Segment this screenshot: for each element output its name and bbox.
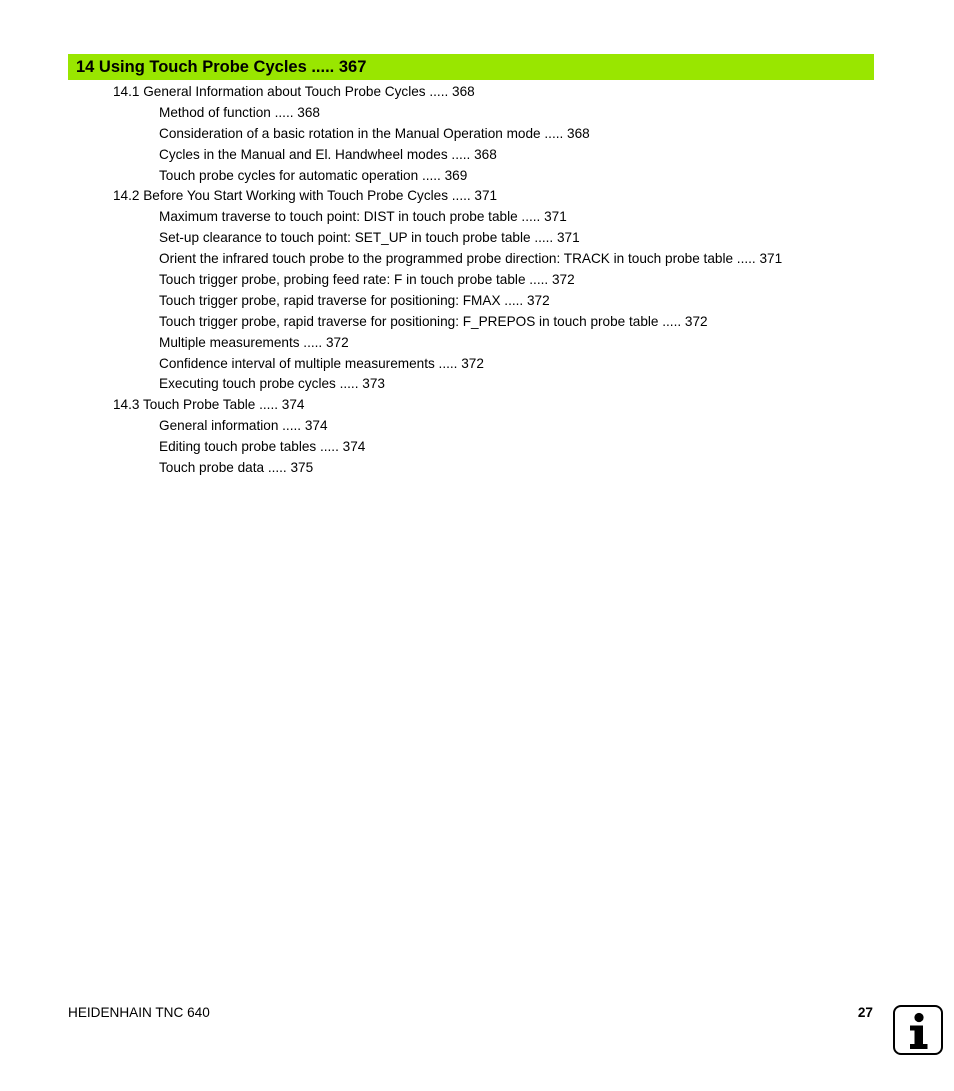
toc-entry-section[interactable]: 14.1 General Information about Touch Probe Cycles ..... 368: [113, 84, 475, 99]
toc-entry-subsection[interactable]: Confidence interval of multiple measurements ..... 372: [159, 355, 484, 371]
toc-entry-subsection[interactable]: Multiple measurements ..... 372: [159, 334, 349, 350]
table-of-contents: [0, 82, 954, 479]
toc-entry-subsection[interactable]: Executing touch probe cycles ..... 373: [159, 376, 385, 392]
toc-entry-subsection[interactable]: Set-up clearance to touch point: SET_UP in touch probe table ..... 371: [159, 230, 580, 246]
info-icon[interactable]: [893, 1005, 943, 1055]
toc-entry-subsection[interactable]: Touch trigger probe, rapid traverse for positioning: FMAX ..... 372: [159, 292, 550, 308]
footer-manual-title: HEIDENHAIN TNC 640: [68, 1005, 210, 1020]
page-number: 27: [857, 1005, 873, 1020]
toc-entry-subsection[interactable]: Touch probe data ..... 375: [159, 460, 314, 476]
chapter-heading[interactable]: 14 Using Touch Probe Cycles ..... 367: [68, 54, 874, 80]
toc-entry-subsection[interactable]: Method of function ..... 368: [159, 104, 320, 120]
info-glyph: [895, 1007, 941, 1053]
toc-entry-subsection[interactable]: Touch trigger probe, rapid traverse for positioning: F_PREPOS in touch probe table ..... 372: [159, 313, 708, 329]
toc-entry-subsection[interactable]: Touch trigger probe, probing feed rate: F in touch probe table ..... 372: [159, 272, 575, 288]
toc-entry-subsection[interactable]: Orient the infrared touch probe to the programmed probe direction: TRACK in touch probe table ..... 371: [159, 251, 783, 267]
toc-entry-subsection[interactable]: Maximum traverse to touch point: DIST in touch probe table ..... 371: [159, 209, 567, 225]
toc-entry-subsection[interactable]: Cycles in the Manual and El. Handwheel modes ..... 368: [159, 146, 497, 162]
toc-entry-subsection[interactable]: Touch probe cycles for automatic operation ..... 369: [159, 167, 468, 183]
toc-entry-subsection[interactable]: Consideration of a basic rotation in the Manual Operation mode ..... 368: [159, 125, 590, 141]
toc-entry-subsection[interactable]: Editing touch probe tables ..... 374: [159, 439, 366, 455]
toc-entry-section[interactable]: 14.2 Before You Start Working with Touch Probe Cycles ..... 371: [113, 188, 498, 204]
toc-entry-subsection[interactable]: General information ..... 374: [159, 418, 328, 434]
toc-entry-section[interactable]: 14.3 Touch Probe Table ..... 374: [113, 397, 305, 413]
